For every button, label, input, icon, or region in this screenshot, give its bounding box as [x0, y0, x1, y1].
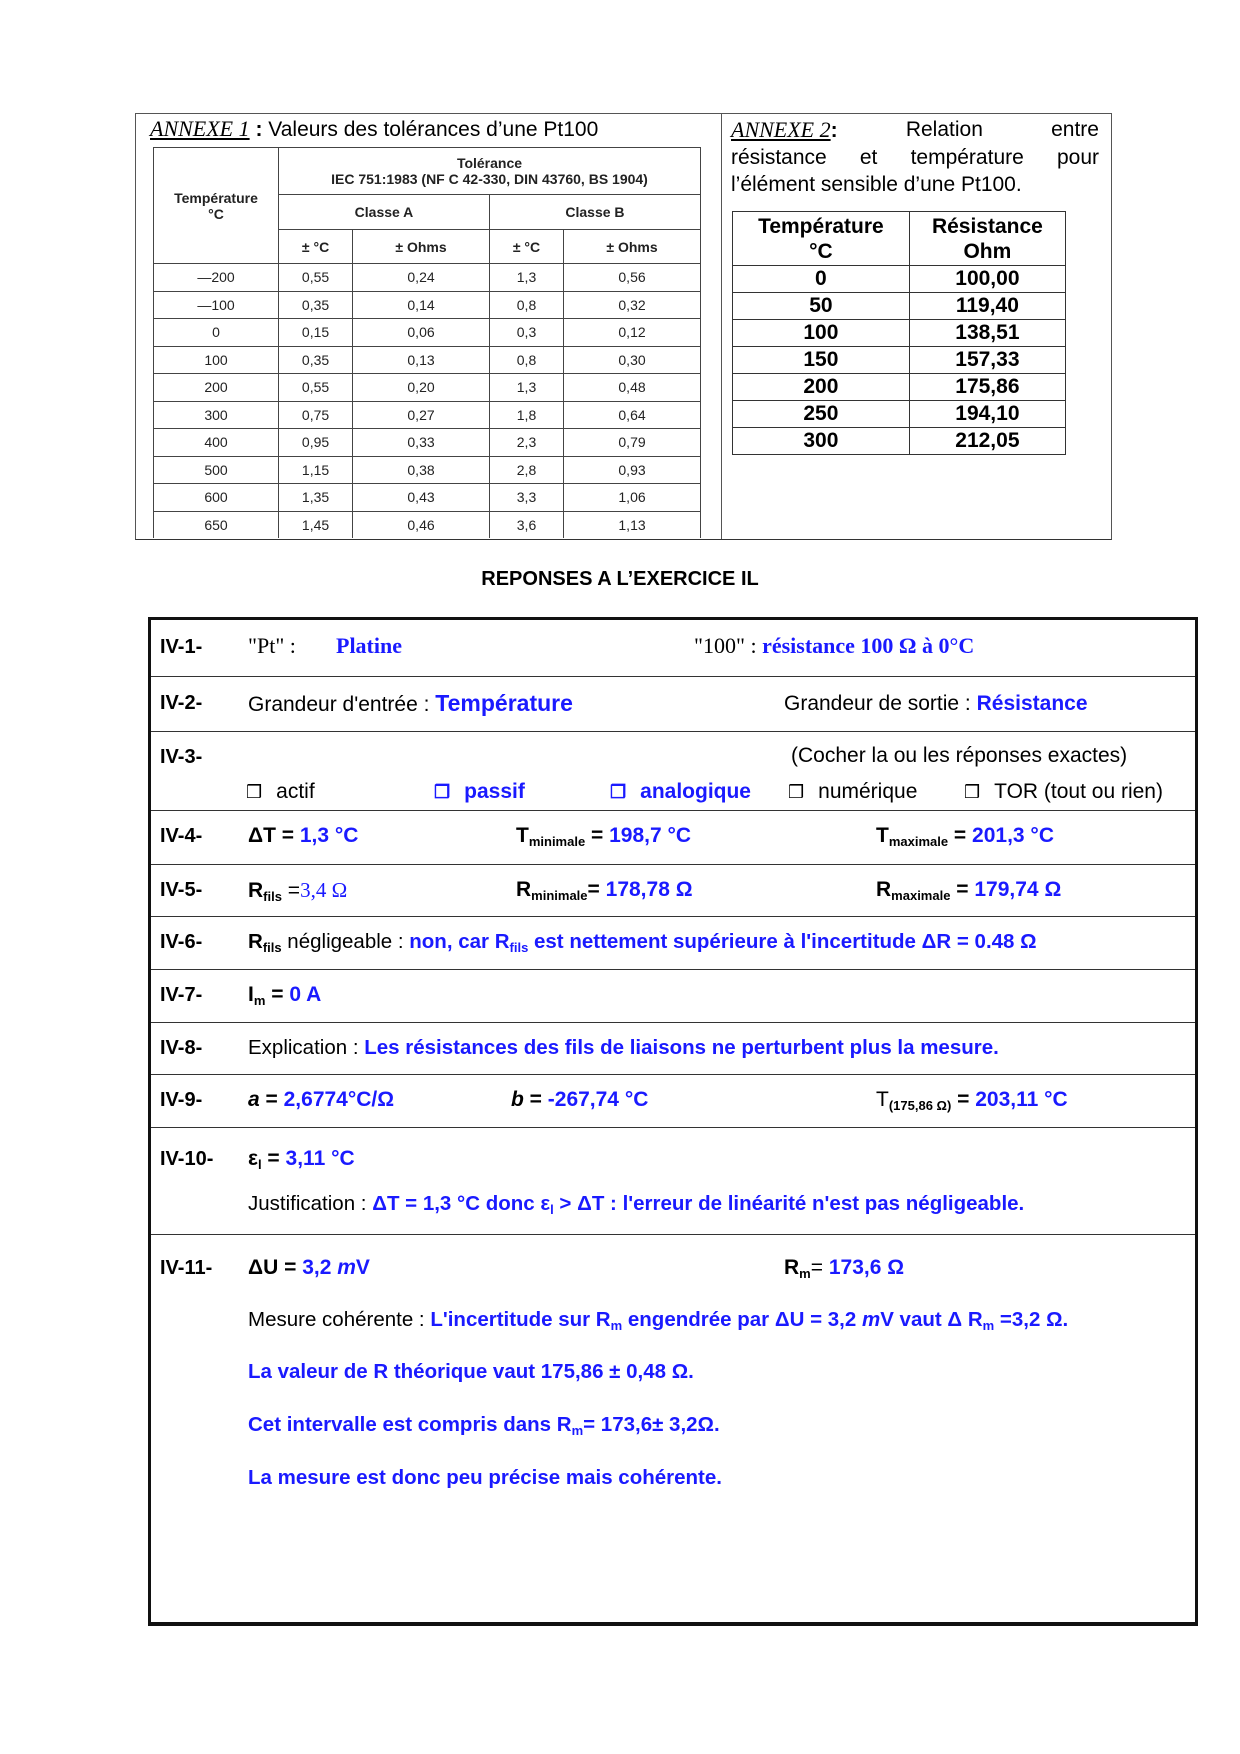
header-a-ohm: ± Ohms — [353, 230, 490, 264]
option-numerique[interactable]: ❒ numérique — [788, 780, 918, 803]
annex1-label: ANNEXE 1 — [150, 116, 250, 141]
table-row: —100 0,35 0,14 0,8 0,32 — [154, 291, 701, 319]
question-number: IV-8- — [160, 1037, 203, 1059]
table-row: 250 194,10 — [733, 401, 1066, 428]
r-max: $R_{maximale} = 179,74$ Ω — [876, 878, 1062, 903]
r-fils: $R_{fils} =3,4$ Ω — [248, 878, 348, 904]
question-number: IV-3- — [160, 746, 203, 768]
checkbox-icon: ❒ — [610, 782, 627, 802]
header-b-ohm: ± Ohms — [564, 230, 701, 264]
t-max: $T_{maximale} = 201,3$ °C — [876, 824, 1054, 849]
interval-statement: Cet intervalle est compris dans $R_m= 173,6\pm 3,2\Omega$. — [248, 1413, 720, 1438]
header-resistance: Résistance Ohm — [909, 212, 1065, 266]
annex-container — [135, 113, 1112, 540]
explanation: Explication : Les résistances des fils de liaisons ne perturbent plus la mesure. — [248, 1036, 999, 1059]
table-row: 200 175,86 — [733, 374, 1066, 401]
question-number: IV-11- — [160, 1257, 213, 1279]
r-measured: $R_m= 173,6$ Ω — [784, 1256, 905, 1281]
answers-table — [148, 617, 1198, 1626]
question-number: IV-9- — [160, 1089, 203, 1111]
answer-row-iv11 — [151, 1235, 1195, 1625]
annex2-label: ANNEXE 2 — [731, 117, 831, 142]
table-row: 300 0,75 0,27 1,8 0,64 — [154, 401, 701, 429]
answer-row-iv2 — [151, 677, 1195, 732]
delta-u: ΔU = 3,2 mV — [248, 1256, 370, 1279]
header-class-b: Classe B — [489, 195, 700, 230]
annex1-separator: : — [249, 118, 263, 141]
table-row: 0 100,00 — [733, 266, 1066, 293]
theoretical-value: La valeur de R théorique vaut 175,86 ± 0,48 Ω. — [248, 1360, 694, 1383]
header-a-deg: ± °C — [279, 230, 353, 264]
question-number: IV-6- — [160, 931, 203, 953]
table-row: 650 1,45 0,46 3,6 1,13 — [154, 511, 701, 538]
table-row: 100 138,51 — [733, 320, 1066, 347]
annex1-title-text: Valeurs des tolérances d’une Pt100 — [262, 118, 599, 141]
coef-b: b = -267,74 °C — [511, 1088, 649, 1111]
header-tolerance: Tolérance IEC 751:1983 (NF C 42-330, DIN 43760, BS 1904) — [279, 148, 701, 195]
option-passif[interactable]: ❒ passif — [434, 780, 525, 803]
t-min: $T_{minimale} = 198,7$ °C — [516, 824, 692, 849]
option-analogique[interactable]: ❒ analogique — [610, 780, 751, 803]
answers-heading: REPONSES A L’EXERCICE IL — [481, 568, 759, 590]
option-tor[interactable]: ❒ TOR (tout ou rien) — [964, 780, 1163, 803]
header-temperature: Température °C — [733, 212, 910, 266]
linearity-error: $\varepsilon_l = 3,11$ °C — [248, 1147, 355, 1172]
tolerance-table — [153, 147, 701, 538]
table-row: 400 0,95 0,33 2,3 0,79 — [154, 429, 701, 457]
question-number: IV-5- — [160, 879, 203, 901]
question-number: IV-1- — [160, 636, 203, 658]
table-row: 150 157,33 — [733, 347, 1066, 374]
table-row: 300 212,05 — [733, 428, 1066, 455]
checkbox-icon: ❒ — [964, 782, 981, 802]
answer-row-iv5 — [151, 865, 1195, 917]
annex2-title: ANNEXE 2: Relation entre résistance et température pour l’élément sensible d’une Pt100. — [731, 117, 1099, 196]
coherence-statement: Mesure cohérente : L'incertitude sur $R_m$ engendrée par ΔU = 3,2 mV vaut Δ $R_m =3,2$ Ω. — [248, 1308, 1069, 1333]
answer-row-iv9 — [151, 1075, 1195, 1128]
output-quantity: Grandeur de sortie : Résistance — [784, 692, 1088, 715]
coef-a: a = 2,6774°C/Ω — [248, 1088, 395, 1111]
checkbox-icon: ❒ — [788, 782, 805, 802]
header-class-a: Classe A — [279, 195, 490, 230]
table-row: 600 1,35 0,43 3,3 1,06 — [154, 484, 701, 512]
answer-row-iv3 — [151, 732, 1195, 811]
header-temperature: Température °C — [154, 148, 279, 264]
header-b-deg: ± °C — [489, 230, 563, 264]
answer-row-iv6 — [151, 917, 1195, 970]
answer-row-iv10 — [151, 1128, 1195, 1235]
question-number: IV-10- — [160, 1148, 214, 1170]
question-number: IV-4- — [160, 825, 203, 847]
table-row: 200 0,55 0,20 1,3 0,48 — [154, 374, 701, 402]
answer-row-iv8 — [151, 1023, 1195, 1075]
answer-row-iv1 — [151, 620, 1195, 677]
r-min: $R_{minimale}= 178,78$ Ω — [516, 878, 693, 903]
option-actif[interactable]: ❒ actif — [246, 780, 315, 803]
current-im: $I_m = 0$ A — [248, 983, 322, 1008]
annex1-title — [150, 116, 598, 142]
answer-row-iv7 — [151, 970, 1195, 1023]
question-number: IV-2- — [160, 692, 203, 714]
checkbox-icon: ❒ — [434, 782, 451, 802]
table-row: 50 119,40 — [733, 293, 1066, 320]
resistance-temperature-table — [732, 211, 1066, 455]
annex-divider — [721, 114, 722, 539]
pt-label: "Pt" : — [248, 633, 296, 658]
question-number: IV-7- — [160, 984, 203, 1006]
hundred-answer: "100" : résistance 100 Ω à 0°C — [694, 633, 975, 658]
conclusion: La mesure est donc peu précise mais cohérente. — [248, 1466, 722, 1489]
justification: Justification : ΔT = 1,3 °C donc $\varepsilon_l > \Delta T$ : l'erreur de linéarité n'est pas négligeable. — [248, 1192, 1025, 1217]
checkbox-icon: ❒ — [246, 782, 263, 802]
answer-row-iv4 — [151, 811, 1195, 865]
table-row: —200 0,55 0,24 1,3 0,56 — [154, 264, 701, 292]
table-row: 500 1,15 0,38 2,8 0,93 — [154, 456, 701, 484]
input-quantity: Grandeur d'entrée : Température — [248, 690, 573, 716]
table-row: 0 0,15 0,06 0,3 0,12 — [154, 319, 701, 347]
instruction-text: (Cocher la ou les réponses exactes) — [791, 744, 1128, 767]
r-fils-negligible: $R_{fils}$ négligeable : non, car $R_{fils}$ est nettement supérieure à l'incertitude ΔR = 0.48 Ω — [248, 930, 1037, 955]
table-row: 100 0,35 0,13 0,8 0,30 — [154, 346, 701, 374]
delta-t: ΔT = 1,3 °C — [248, 824, 359, 847]
pt-answer: Platine — [336, 633, 402, 658]
t-computed: $T_{(175,86 \Omega)} = 203,11$ °C — [876, 1088, 1068, 1113]
